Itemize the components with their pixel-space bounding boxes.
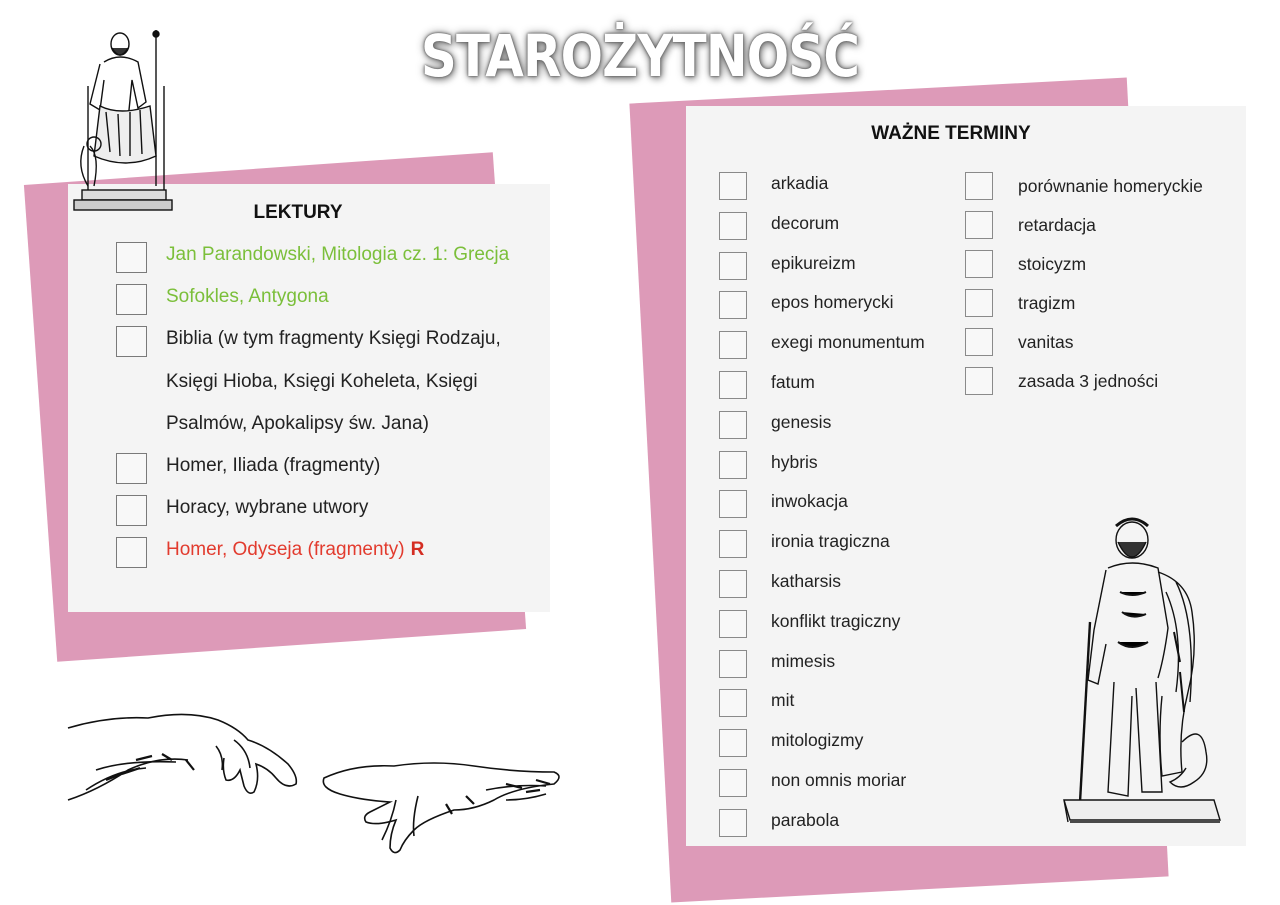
lektura-checkbox[interactable] bbox=[116, 495, 147, 526]
lektura-checkbox[interactable] bbox=[116, 326, 147, 357]
term-checkbox[interactable] bbox=[719, 212, 747, 240]
seated-zeus-statue-icon bbox=[70, 26, 174, 212]
lektura-checkbox[interactable] bbox=[116, 284, 147, 315]
lektura-label: Jan Parandowski, Mitologia cz. 1: Grecja bbox=[166, 244, 510, 265]
lektura-checkbox[interactable] bbox=[116, 453, 147, 484]
term-checkbox[interactable] bbox=[719, 411, 747, 439]
term-checkbox[interactable] bbox=[719, 451, 747, 479]
term-label: ironia tragiczna bbox=[771, 531, 890, 552]
term-label: vanitas bbox=[1018, 331, 1074, 352]
term-label: mit bbox=[771, 690, 795, 711]
creation-of-adam-hands-icon bbox=[66, 700, 582, 862]
term-checkbox[interactable] bbox=[719, 252, 747, 280]
term-label: stoicyzm bbox=[1018, 253, 1087, 274]
term-checkbox[interactable] bbox=[719, 689, 747, 717]
term-checkbox[interactable] bbox=[965, 367, 993, 395]
term-checkbox[interactable] bbox=[965, 328, 993, 356]
term-label: non omnis moriar bbox=[771, 770, 907, 790]
terminy-heading: WAŻNE TERMINY bbox=[871, 123, 1031, 144]
term-label: retardacja bbox=[1018, 214, 1096, 235]
term-label: genesis bbox=[771, 411, 832, 432]
term-label: arkadia bbox=[771, 173, 829, 193]
term-label: konflikt tragiczny bbox=[771, 610, 901, 631]
page-title: STAROŻYTNOŚĆ bbox=[420, 22, 860, 90]
term-checkbox[interactable] bbox=[719, 530, 747, 558]
term-label: fatum bbox=[771, 372, 815, 392]
term-label: katharsis bbox=[771, 571, 842, 591]
term-checkbox[interactable] bbox=[719, 570, 747, 598]
lektura-label: Homer, Odyseja (fragmenty) R bbox=[166, 539, 425, 561]
term-label: hybris bbox=[771, 451, 818, 472]
term-label: mimesis bbox=[771, 650, 836, 671]
lektura-label: Księgi Hioba, Księgi Koheleta, Księgi bbox=[166, 370, 478, 392]
term-label: exegi monumentum bbox=[771, 332, 925, 353]
term-checkbox[interactable] bbox=[719, 490, 747, 518]
lektura-checkbox[interactable] bbox=[116, 242, 147, 273]
term-checkbox[interactable] bbox=[965, 289, 993, 317]
term-checkbox[interactable] bbox=[719, 729, 747, 757]
term-checkbox[interactable] bbox=[719, 650, 747, 678]
term-label: inwokacja bbox=[771, 491, 848, 512]
term-checkbox[interactable] bbox=[719, 291, 747, 319]
lektura-label: Psalmów, Apokalipsy św. Jana) bbox=[166, 412, 429, 434]
term-label: epos homerycki bbox=[771, 292, 894, 313]
term-label: parabola bbox=[771, 809, 840, 830]
lektura-label: Biblia (w tym fragmenty Księgi Rodzaju, bbox=[166, 328, 501, 350]
lektura-label: Sofokles, Antygona bbox=[166, 286, 329, 308]
term-label: tragizm bbox=[1018, 292, 1076, 313]
term-checkbox[interactable] bbox=[965, 250, 993, 278]
lektura-checkbox[interactable] bbox=[116, 537, 147, 568]
term-label: epikureizm bbox=[771, 252, 856, 273]
poseidon-statue-icon bbox=[1062, 512, 1222, 832]
term-checkbox[interactable] bbox=[965, 211, 993, 239]
term-label: zasada 3 jedności bbox=[1018, 370, 1159, 391]
term-label: porównanie homeryckie bbox=[1018, 176, 1203, 196]
term-label: decorum bbox=[771, 212, 840, 233]
term-label: mitologizmy bbox=[771, 730, 864, 751]
term-checkbox[interactable] bbox=[719, 371, 747, 399]
term-checkbox[interactable] bbox=[965, 172, 993, 200]
term-checkbox[interactable] bbox=[719, 809, 747, 837]
term-checkbox[interactable] bbox=[719, 172, 747, 200]
term-checkbox[interactable] bbox=[719, 769, 747, 797]
term-checkbox[interactable] bbox=[719, 331, 747, 359]
lektury-heading: LEKTURY bbox=[253, 202, 343, 223]
lektura-label: Homer, Iliada (fragmenty) bbox=[166, 455, 381, 476]
required-badge: R bbox=[410, 539, 425, 561]
term-checkbox[interactable] bbox=[719, 610, 747, 638]
lektura-label: Horacy, wybrane utwory bbox=[166, 497, 369, 519]
